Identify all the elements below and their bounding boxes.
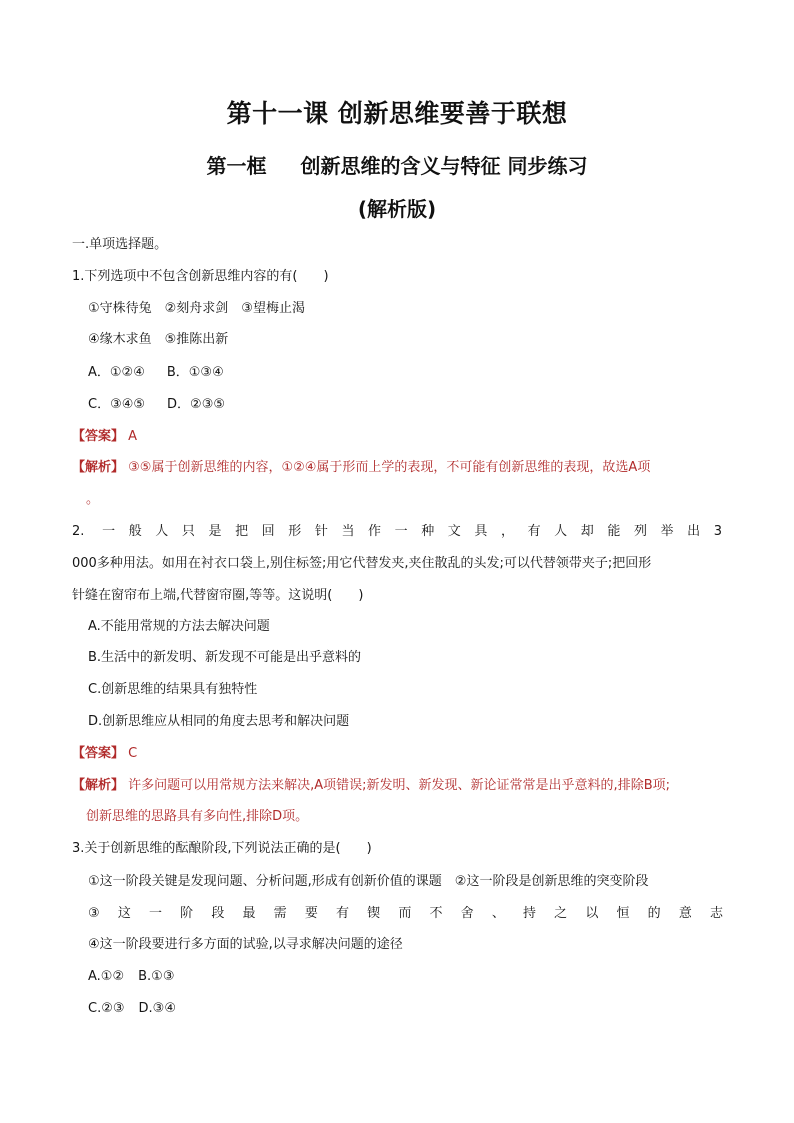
- q2-stem-2: 000多种用法。如用在衬衣口袋上,别住标签;用它代替发夹,夹住散乱的头发;可以代替领带夹子;把回形: [72, 556, 652, 571]
- q1-options-cd: [88, 396, 225, 414]
- q3-options-ab: [88, 968, 174, 986]
- q3-stem: 3.关于创新思维的酝酿阶段,下列说法正确的是( ): [72, 841, 372, 856]
- section-subtitle: [0, 150, 794, 179]
- q2-stem-1: 2. 一般人只是把回形针当作一种文具，有人却能列举出3: [72, 524, 722, 539]
- answer-value: A: [128, 429, 138, 444]
- q1-analysis-tail: 。: [86, 492, 100, 507]
- lesson-title: 第十一课 创新思维要善于联想: [226, 99, 568, 128]
- q1-stem: 1.下列选项中不包含创新思维内容的有( ): [72, 269, 329, 284]
- q1-options-ab: [88, 364, 224, 382]
- answer-label: 【答案】: [72, 429, 125, 444]
- q2-option-b: B.生活中的新发明、新发现不可能是出乎意料的: [88, 650, 362, 665]
- analysis-text-1: 许多问题可以用常规方法来解决,A项错误;新发明、新发现、新论证常常是出乎意料的,排除B项;: [128, 778, 670, 793]
- q1-option-d: D．②③⑤: [167, 397, 226, 412]
- analysis-text-2: 创新思维的思路具有多向性,排除D项。: [86, 809, 309, 824]
- q2-option-a: A.不能用常规的方法去解决问题: [88, 619, 270, 634]
- q2-analysis: [72, 777, 670, 795]
- q3-option-c: C.②③: [88, 1001, 125, 1016]
- q1-option-a: A．①②④: [88, 365, 145, 380]
- q1-items-1: ①守株待兔 ②刻舟求剑 ③望梅止渴: [88, 301, 305, 316]
- q3-option-b: B.①③: [138, 969, 175, 984]
- q3-item-1-2: ①这一阶段关键是发现问题、分析问题,形成有创新价值的课题 ②这一阶段是创新思维的突变阶段: [88, 874, 649, 889]
- q2-option-d: D.创新思维应从相同的角度去思考和解决问题: [88, 714, 350, 729]
- analysis-label: 【解析】: [72, 460, 125, 475]
- q2-stem-3: 针缝在窗帘布上端,代替窗帘圈,等等。这说明( ): [72, 588, 364, 603]
- q3-option-d: D.③④: [138, 1001, 176, 1016]
- answer-value: C: [128, 746, 138, 761]
- q1-analysis: [72, 459, 650, 477]
- edition-label: (解析版): [357, 197, 437, 221]
- subtitle-topic: 创新思维的含义与特征 同步练习: [300, 154, 588, 178]
- q1-answer: [72, 428, 137, 446]
- analysis-text: ③⑤属于创新思维的内容，①②④属于形而上学的表现，不可能有创新思维的表现，故选A项: [128, 460, 651, 475]
- analysis-label: 【解析】: [72, 778, 125, 793]
- q3-option-a: A.①②: [88, 969, 125, 984]
- answer-label: 【答案】: [72, 746, 125, 761]
- q2-option-c: C.创新思维的结果具有独特性: [88, 682, 258, 697]
- q1-items-2: ④缘木求鱼 ⑤推陈出新: [88, 332, 229, 347]
- subtitle-frame: 第一框: [206, 154, 267, 178]
- q3-item-3: ③这一阶段最需要有锲而不舍、持之以恒的意志: [88, 906, 723, 921]
- q1-option-c: C．③④⑤: [88, 397, 146, 412]
- q3-item-4: ④这一阶段要进行多方面的试验,以寻求解决问题的途径: [88, 937, 403, 952]
- q3-options-cd: [88, 1000, 176, 1018]
- q1-option-b: B．①③④: [166, 365, 224, 380]
- section-heading: 一.单项选择题。: [72, 237, 168, 252]
- q2-answer: [72, 745, 137, 763]
